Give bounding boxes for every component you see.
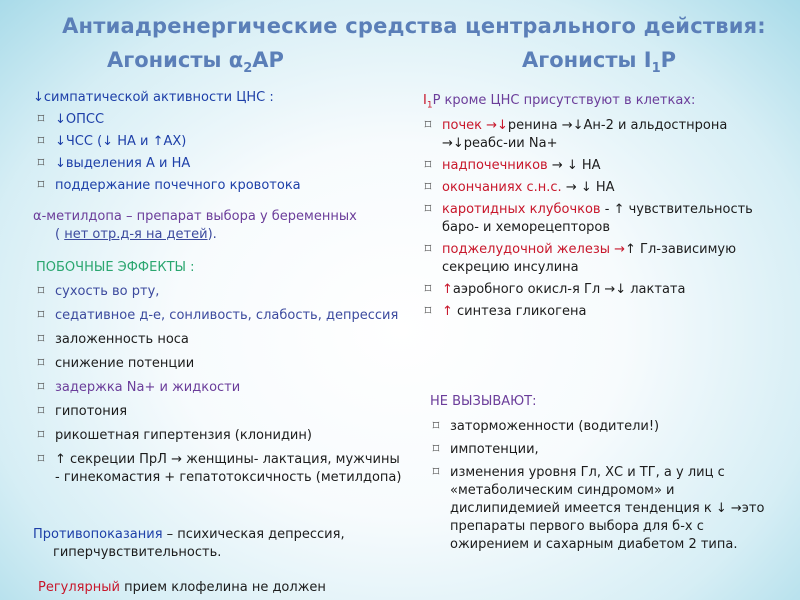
bullet-icon: ⌑ [37,452,45,467]
bullet-icon: ⌑ [37,380,45,395]
bullet-icon: ⌑ [37,332,45,347]
list-item: ⌑ задержка Na+ и жидкости [33,379,403,397]
right-column-header: Агонисты $I_1Р$ [522,48,677,77]
alpha2-effects-list [33,111,393,199]
sympathetic-activity-intro: ↓симпатической активности ЦНС : [33,90,274,105]
bullet-icon: ⌑ [37,156,45,171]
list-item: ⌑ изменения уровня Гл, ХС и ТГ, а у лиц с «метаболическим синдромом» и дислипидемией имеется тенденция к ↓ →это препараты первого выбора для б-х с ожирением и сахарным диабетом 2 типа. [428,464,778,554]
bullet-icon: ⌑ [37,308,45,323]
list-item: ⌑ ↓ЧСС (↓ НА и ↑АХ) [33,133,393,151]
not-cause-list [428,418,778,559]
bullet-icon: ⌑ [432,419,440,434]
bullet-icon: ⌑ [37,356,45,371]
list-item: ⌑ седативное д-е, сонливость, слабость, депрессия [33,307,403,325]
list-item: ⌑ ↓выделения А и НА [33,155,393,173]
list-item: ⌑ сухость во рту, [33,283,403,301]
bullet-icon: ⌑ [432,465,440,480]
list-item: ⌑ поджелудочной железы →↑ Гл-зависимую секрецию инсулина [420,241,780,277]
list-item: ⌑ ↑ синтеза гликогена [420,303,780,321]
bullet-icon: ⌑ [424,282,432,297]
methyldopa-note: α-метилдопа – препарат выбора у беременных ( нет отр.д-я на детей). [33,209,357,242]
list-item: ⌑ ↓ОПСС [33,111,393,129]
list-item: ⌑ снижение потенции [33,355,403,373]
list-item: ⌑ импотенции, [428,441,778,459]
contraindications: Противопоказания – психическая депрессия, гиперчувствительность. [33,527,345,560]
clonidine-note: Регулярный прием клофелина не должен [38,580,326,595]
i1-locations-list [420,117,780,325]
list-item: ⌑ заторможенности (водители!) [428,418,778,436]
list-item: ⌑ окончаниях с.н.с. → ↓ НА [420,179,780,197]
bullet-icon: ⌑ [424,202,432,217]
bullet-icon: ⌑ [37,134,45,149]
list-item: ⌑ почек →↓ренина →↓Ан-2 и альдостнрона →↓реабс-ии Na+ [420,117,780,153]
bullet-icon: ⌑ [424,118,432,133]
list-item: ⌑ поддержание почечного кровотока [33,177,393,195]
side-effects-list [33,283,403,493]
list-item: ⌑ ↑аэробного окисл-я Гл →↓ лактата [420,281,780,299]
bullet-icon: ⌑ [432,442,440,457]
bullet-icon: ⌑ [424,242,432,257]
side-effects-header: ПОБОЧНЫЕ ЭФФЕКТЫ : [36,260,195,275]
list-item: ⌑ рикошетная гипертензия (клонидин) [33,427,403,445]
left-column-header: Агонисты $\alpha_2АР$ [107,48,284,77]
not-cause-header: НЕ ВЫЗЫВАЮТ: [430,394,537,409]
list-item: ⌑ заложенность носа [33,331,403,349]
bullet-icon: ⌑ [424,158,432,173]
list-item: ⌑ каротидных клубочков - ↑ чувствительность баро- и хеморецепторов [420,201,780,237]
bullet-icon: ⌑ [424,304,432,319]
bullet-icon: ⌑ [37,404,45,419]
list-item: ⌑ ↑ секреции ПрЛ → женщины- лактация, мужчины - гинекомастия + гепатотоксичность (метилдопа) [33,451,403,487]
bullet-icon: ⌑ [37,178,45,193]
bullet-icon: ⌑ [424,180,432,195]
list-item: ⌑ гипотония [33,403,403,421]
bullet-icon: ⌑ [37,112,45,127]
slide-title: Антиадренергические средства центрального действия: [62,14,766,38]
bullet-icon: ⌑ [37,428,45,443]
list-item: ⌑ надпочечников → ↓ НА [420,157,780,175]
i1-receptor-intro: $I_1Р$ кроме ЦНС присутствуют в клетках: [423,93,696,111]
bullet-icon: ⌑ [37,284,45,299]
